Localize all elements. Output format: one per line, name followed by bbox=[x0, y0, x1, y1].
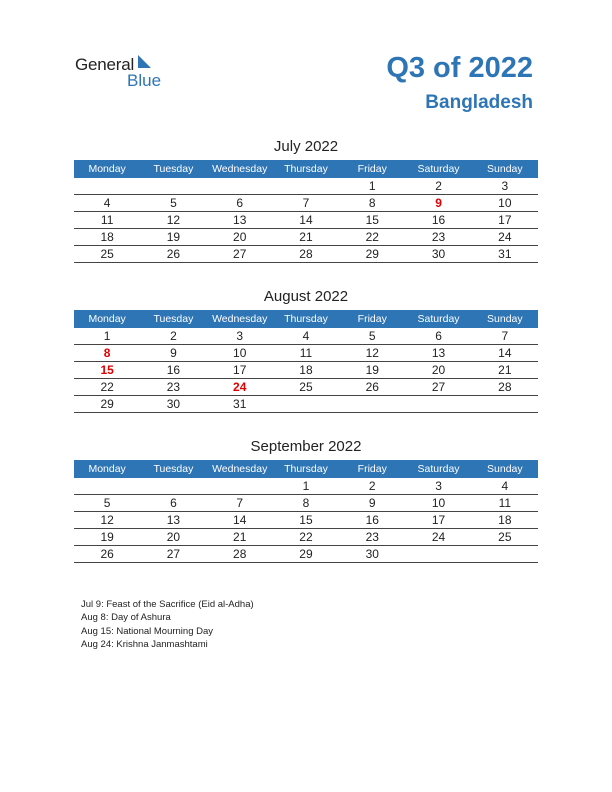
day-cell: 21 bbox=[472, 362, 538, 379]
calendar-grid bbox=[74, 310, 538, 413]
day-cell: 13 bbox=[140, 512, 206, 529]
day-cell: 6 bbox=[207, 195, 273, 212]
weekday-header: Monday bbox=[74, 460, 140, 478]
logo-text-blue: Blue bbox=[127, 71, 162, 90]
day-cell: 11 bbox=[273, 345, 339, 362]
day-cell: 12 bbox=[339, 345, 405, 362]
day-cell: 19 bbox=[74, 529, 140, 546]
empty-day-cell bbox=[405, 546, 471, 563]
week-row bbox=[74, 195, 538, 212]
empty-day-cell bbox=[74, 478, 140, 495]
weekday-header: Tuesday bbox=[140, 310, 206, 328]
week-row bbox=[74, 328, 538, 345]
day-cell: 30 bbox=[339, 546, 405, 563]
day-cell: 14 bbox=[472, 345, 538, 362]
day-cell: 3 bbox=[405, 478, 471, 495]
day-cell: 31 bbox=[207, 396, 273, 413]
day-cell: 6 bbox=[405, 328, 471, 345]
day-cell: 4 bbox=[472, 478, 538, 495]
day-cell: 28 bbox=[207, 546, 273, 563]
day-cell: 20 bbox=[140, 529, 206, 546]
day-cell: 16 bbox=[405, 212, 471, 229]
day-cell: 3 bbox=[472, 178, 538, 195]
holiday-note: Aug 8: Day of Ashura bbox=[81, 612, 171, 624]
day-cell: 12 bbox=[140, 212, 206, 229]
holiday-day-cell: 15 bbox=[74, 362, 140, 379]
empty-day-cell bbox=[273, 396, 339, 413]
day-cell: 27 bbox=[405, 379, 471, 396]
calendar-grid bbox=[74, 160, 538, 263]
day-cell: 13 bbox=[207, 212, 273, 229]
day-cell: 9 bbox=[339, 495, 405, 512]
day-cell: 3 bbox=[207, 328, 273, 345]
weekday-header-row bbox=[74, 160, 538, 178]
day-cell: 18 bbox=[74, 229, 140, 246]
weekday-header: Friday bbox=[339, 460, 405, 478]
month-july bbox=[74, 138, 538, 263]
day-cell: 20 bbox=[405, 362, 471, 379]
day-cell: 27 bbox=[140, 546, 206, 563]
week-row bbox=[74, 212, 538, 229]
week-row bbox=[74, 478, 538, 495]
day-cell: 8 bbox=[273, 495, 339, 512]
day-cell: 10 bbox=[207, 345, 273, 362]
day-cell: 9 bbox=[140, 345, 206, 362]
empty-day-cell bbox=[405, 396, 471, 413]
empty-day-cell bbox=[472, 396, 538, 413]
day-cell: 29 bbox=[74, 396, 140, 413]
weekday-header: Saturday bbox=[405, 160, 471, 178]
weekday-header: Thursday bbox=[273, 310, 339, 328]
week-row bbox=[74, 495, 538, 512]
holiday-note: Aug 24: Krishna Janmashtami bbox=[81, 639, 208, 651]
empty-day-cell bbox=[140, 178, 206, 195]
holiday-note: Jul 9: Feast of the Sacrifice (Eid al-Adha) bbox=[81, 599, 254, 610]
weekday-header: Wednesday bbox=[207, 160, 273, 178]
holiday-day-cell: 24 bbox=[207, 379, 273, 396]
logo-triangle-icon bbox=[138, 55, 151, 68]
empty-day-cell bbox=[74, 178, 140, 195]
logo-text-general: General bbox=[75, 55, 135, 74]
month-title: July 2022 bbox=[273, 138, 339, 155]
day-cell: 12 bbox=[74, 512, 140, 529]
empty-day-cell bbox=[207, 178, 273, 195]
day-cell: 17 bbox=[207, 362, 273, 379]
day-cell: 23 bbox=[405, 229, 471, 246]
day-cell: 11 bbox=[472, 495, 538, 512]
page-title: Q3 of 2022 bbox=[386, 52, 533, 84]
weekday-header: Monday bbox=[74, 160, 140, 178]
week-row bbox=[74, 529, 538, 546]
day-cell: 24 bbox=[472, 229, 538, 246]
week-row bbox=[74, 512, 538, 529]
day-cell: 7 bbox=[273, 195, 339, 212]
day-cell: 2 bbox=[405, 178, 471, 195]
week-row bbox=[74, 362, 538, 379]
day-cell: 5 bbox=[339, 328, 405, 345]
day-cell: 26 bbox=[339, 379, 405, 396]
holiday-day-cell: 8 bbox=[74, 345, 140, 362]
empty-day-cell bbox=[339, 396, 405, 413]
day-cell: 7 bbox=[207, 495, 273, 512]
day-cell: 4 bbox=[74, 195, 140, 212]
day-cell: 2 bbox=[339, 478, 405, 495]
holiday-note: Aug 15: National Mourning Day bbox=[81, 625, 214, 637]
weekday-header: Saturday bbox=[405, 460, 471, 478]
day-cell: 22 bbox=[74, 379, 140, 396]
weekday-header-row bbox=[74, 460, 538, 478]
day-cell: 5 bbox=[74, 495, 140, 512]
day-cell: 23 bbox=[339, 529, 405, 546]
day-cell: 28 bbox=[273, 246, 339, 263]
day-cell: 24 bbox=[405, 529, 471, 546]
weekday-header: Tuesday bbox=[140, 460, 206, 478]
weekday-header: Thursday bbox=[273, 460, 339, 478]
day-cell: 14 bbox=[207, 512, 273, 529]
day-cell: 13 bbox=[405, 345, 471, 362]
day-cell: 28 bbox=[472, 379, 538, 396]
day-cell: 15 bbox=[273, 512, 339, 529]
day-cell: 19 bbox=[339, 362, 405, 379]
day-cell: 4 bbox=[273, 328, 339, 345]
day-cell: 5 bbox=[140, 195, 206, 212]
weekday-header: Friday bbox=[339, 310, 405, 328]
day-cell: 8 bbox=[339, 195, 405, 212]
day-cell: 21 bbox=[273, 229, 339, 246]
month-september bbox=[74, 438, 538, 563]
weekday-header: Thursday bbox=[273, 160, 339, 178]
calendar-grid bbox=[74, 460, 538, 563]
day-cell: 25 bbox=[74, 246, 140, 263]
day-cell: 14 bbox=[273, 212, 339, 229]
month-title: August 2022 bbox=[263, 288, 349, 305]
day-cell: 10 bbox=[472, 195, 538, 212]
day-cell: 18 bbox=[273, 362, 339, 379]
week-row bbox=[74, 178, 538, 195]
day-cell: 16 bbox=[339, 512, 405, 529]
empty-day-cell bbox=[207, 478, 273, 495]
day-cell: 29 bbox=[273, 546, 339, 563]
day-cell: 1 bbox=[339, 178, 405, 195]
empty-day-cell bbox=[140, 478, 206, 495]
day-cell: 1 bbox=[273, 478, 339, 495]
day-cell: 19 bbox=[140, 229, 206, 246]
weekday-header: Sunday bbox=[472, 160, 538, 178]
holiday-day-cell: 9 bbox=[405, 195, 471, 212]
empty-day-cell bbox=[472, 546, 538, 563]
weekday-header: Saturday bbox=[405, 310, 471, 328]
day-cell: 16 bbox=[140, 362, 206, 379]
day-cell: 27 bbox=[207, 246, 273, 263]
weekday-header: Friday bbox=[339, 160, 405, 178]
week-row bbox=[74, 345, 538, 362]
day-cell: 2 bbox=[140, 328, 206, 345]
day-cell: 30 bbox=[405, 246, 471, 263]
day-cell: 23 bbox=[140, 379, 206, 396]
month-title: September 2022 bbox=[250, 438, 362, 455]
week-row bbox=[74, 246, 538, 263]
weekday-header-row bbox=[74, 310, 538, 328]
day-cell: 26 bbox=[140, 246, 206, 263]
day-cell: 17 bbox=[472, 212, 538, 229]
day-cell: 31 bbox=[472, 246, 538, 263]
week-row bbox=[74, 229, 538, 246]
day-cell: 17 bbox=[405, 512, 471, 529]
month-august bbox=[74, 288, 538, 413]
weekday-header: Wednesday bbox=[207, 310, 273, 328]
week-row bbox=[74, 379, 538, 396]
day-cell: 25 bbox=[273, 379, 339, 396]
brand-logo bbox=[75, 52, 175, 88]
day-cell: 30 bbox=[140, 396, 206, 413]
weekday-header: Wednesday bbox=[207, 460, 273, 478]
day-cell: 26 bbox=[74, 546, 140, 563]
day-cell: 6 bbox=[140, 495, 206, 512]
day-cell: 10 bbox=[405, 495, 471, 512]
country-name: Bangladesh bbox=[425, 92, 533, 113]
weekday-header: Monday bbox=[74, 310, 140, 328]
day-cell: 29 bbox=[339, 246, 405, 263]
day-cell: 11 bbox=[74, 212, 140, 229]
day-cell: 22 bbox=[273, 529, 339, 546]
day-cell: 18 bbox=[472, 512, 538, 529]
weekday-header: Tuesday bbox=[140, 160, 206, 178]
day-cell: 25 bbox=[472, 529, 538, 546]
weekday-header: Sunday bbox=[472, 460, 538, 478]
weekday-header: Sunday bbox=[472, 310, 538, 328]
day-cell: 20 bbox=[207, 229, 273, 246]
day-cell: 22 bbox=[339, 229, 405, 246]
holiday-notes bbox=[81, 598, 254, 652]
day-cell: 7 bbox=[472, 328, 538, 345]
week-row bbox=[74, 546, 538, 563]
day-cell: 21 bbox=[207, 529, 273, 546]
week-row bbox=[74, 396, 538, 413]
empty-day-cell bbox=[273, 178, 339, 195]
day-cell: 15 bbox=[339, 212, 405, 229]
day-cell: 1 bbox=[74, 328, 140, 345]
